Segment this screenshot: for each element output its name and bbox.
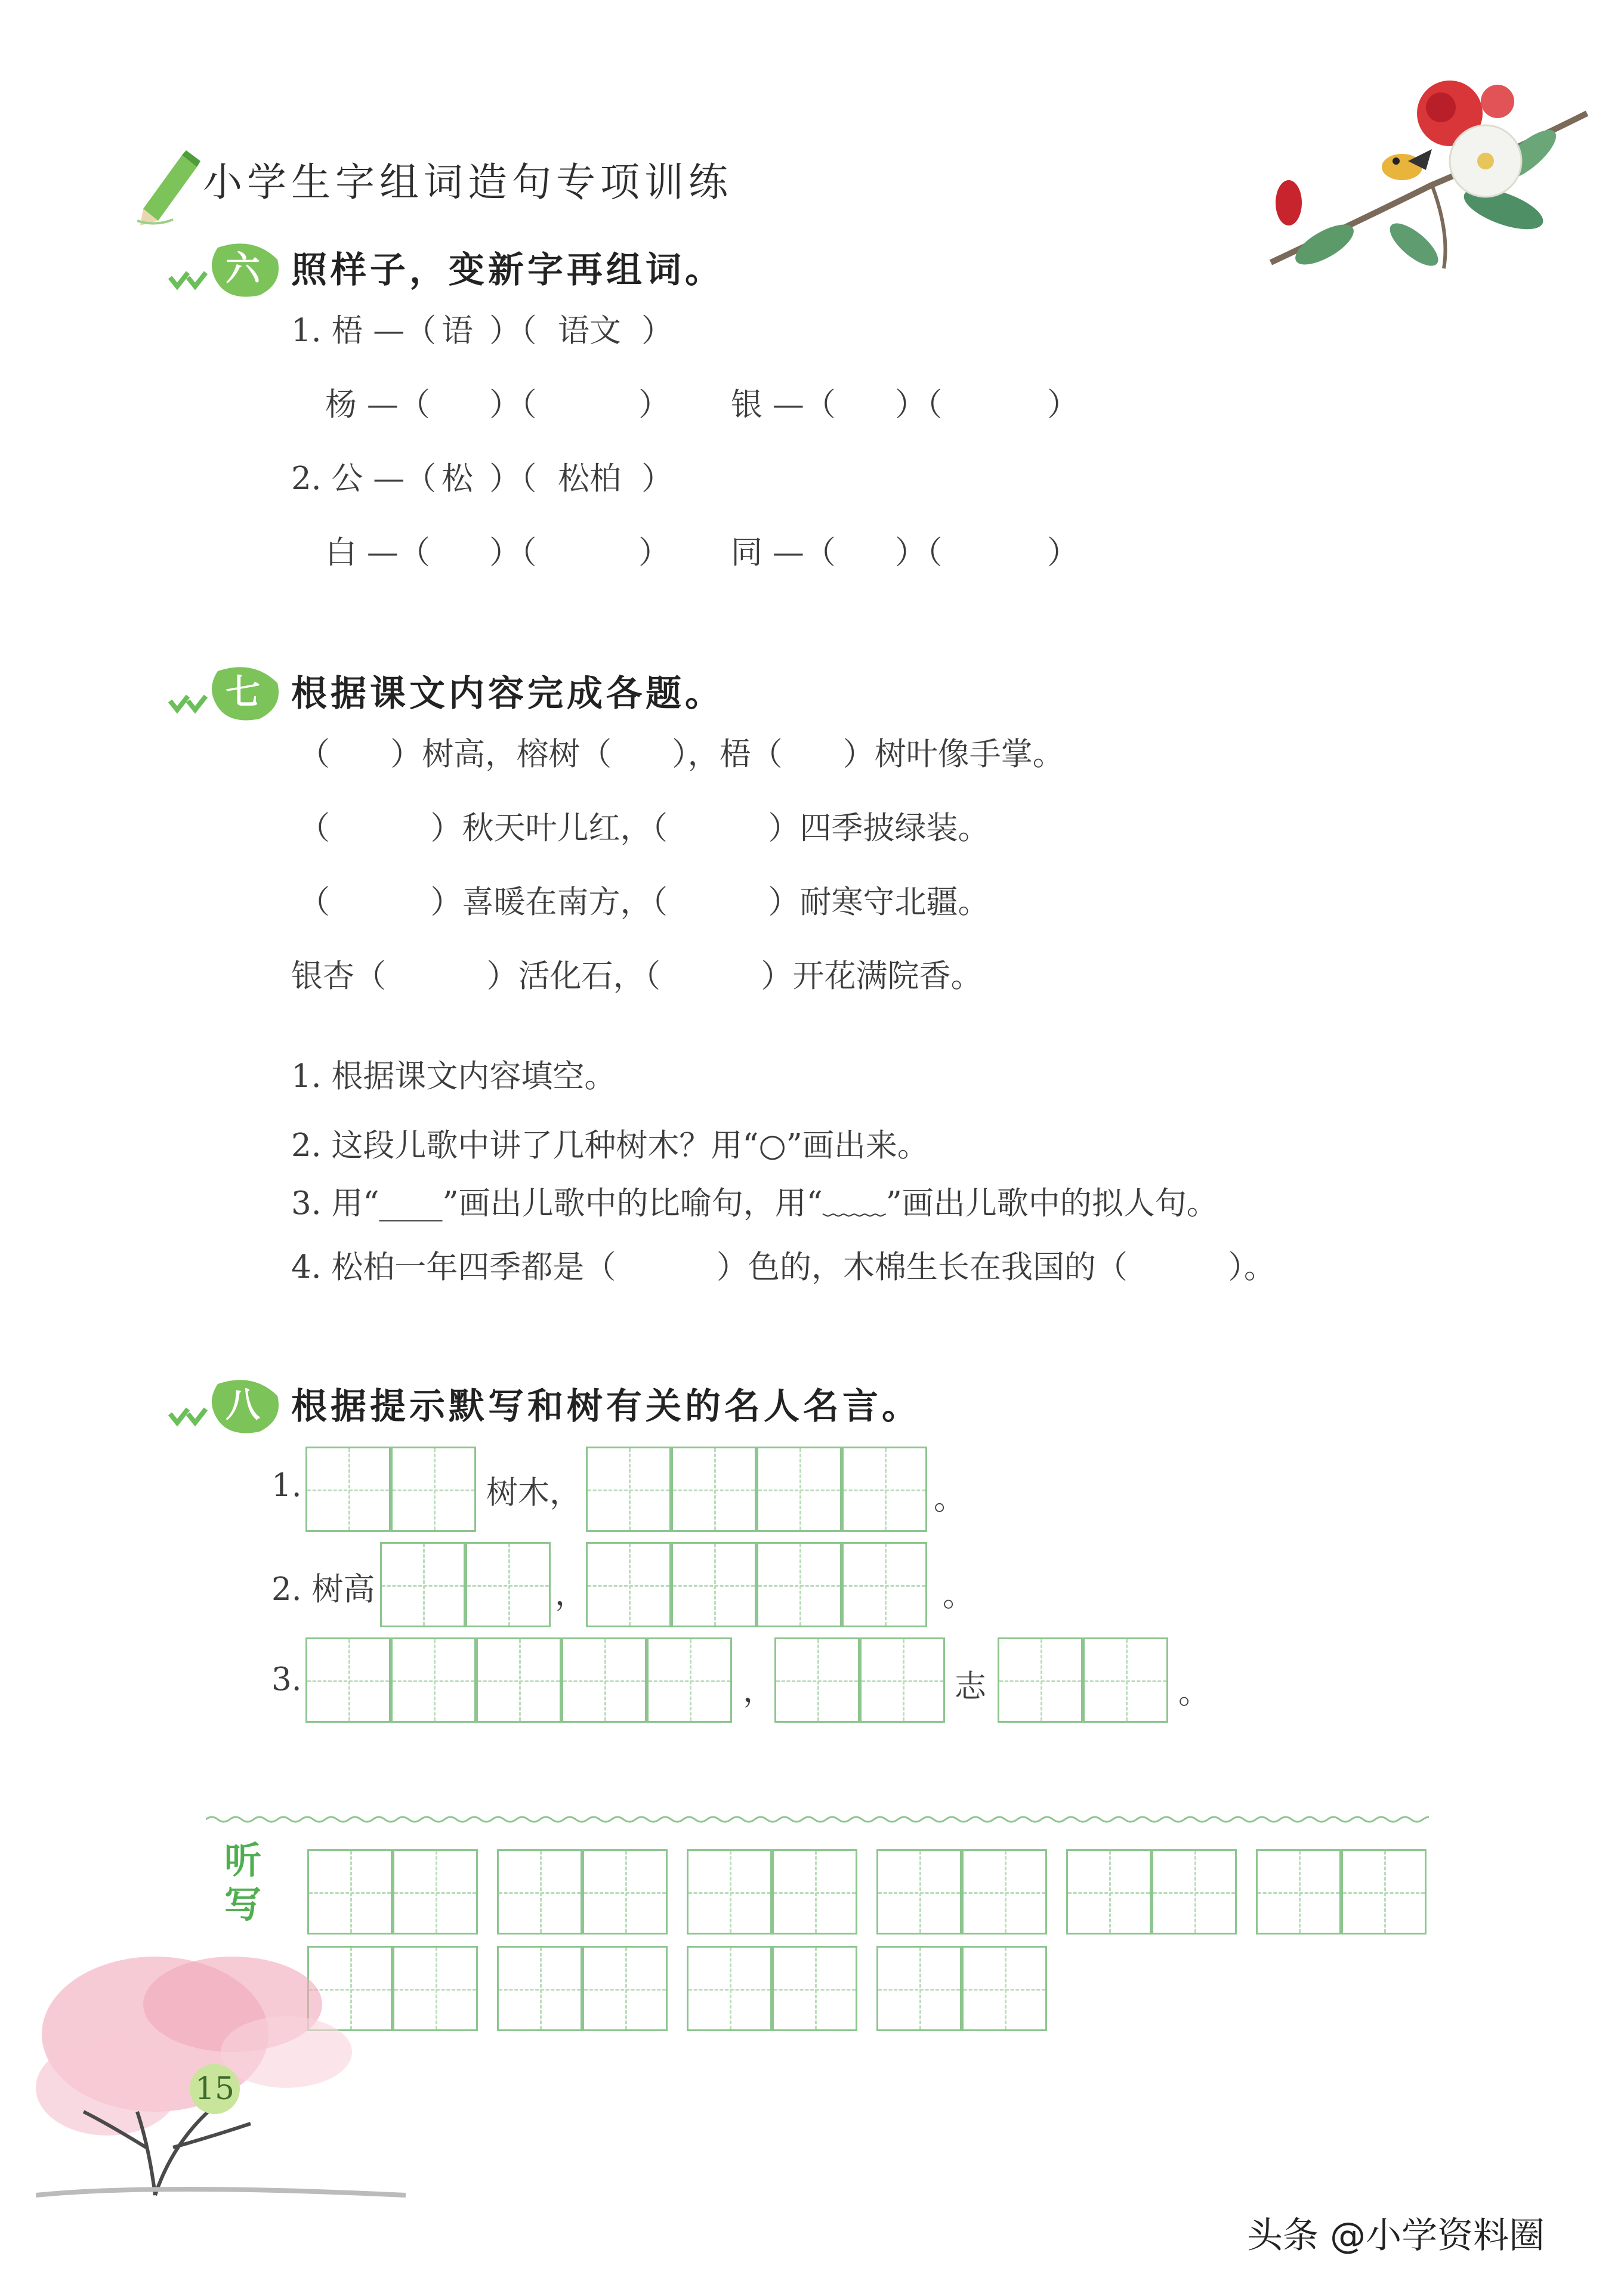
watermark: 头条 @小学资料圈 <box>1247 2215 1545 2257</box>
dictation-label: 听写 <box>224 1838 261 1926</box>
section-7-title: 根据课文内容完成各题。 <box>291 673 724 715</box>
s6-q1-char: 语 <box>441 313 473 349</box>
s6-row2-b3: ） <box>1047 534 1079 571</box>
section-8-number: 八 <box>225 1385 260 1425</box>
dictation-cell[interactable] <box>876 1946 962 2031</box>
poem-line-3: （ ）喜暖在南方，（ ）耐寒守北疆。 <box>298 884 990 920</box>
writing-cell[interactable] <box>305 1637 391 1723</box>
writing-cell[interactable] <box>586 1542 671 1627</box>
header-title: 小学生字组词造句专项训练 <box>203 159 733 205</box>
s6-q2-char: 松 <box>441 461 473 497</box>
writing-cell[interactable] <box>842 1447 927 1532</box>
dictation-cell[interactable] <box>1151 1849 1237 1935</box>
poem-line-1: （ ）树高，榕树（ ），梧（ ）树叶像手掌。 <box>298 736 1064 772</box>
writing-cell[interactable] <box>391 1637 476 1723</box>
s6-row2-a: 白 —（ <box>325 534 430 571</box>
dictation-cell[interactable] <box>687 1946 772 2031</box>
s6-q1-end: ） <box>641 313 673 349</box>
writing-cell[interactable] <box>561 1637 647 1723</box>
s6-q2-word: 松柏 <box>558 461 621 497</box>
s6-q1-word: 语文 <box>558 313 621 349</box>
s6-q2-label: 2. 公 —（ <box>291 461 437 497</box>
section-7-badge <box>164 659 283 725</box>
s6-q1-mid: ）（ <box>489 313 537 349</box>
s8-l3-mid: 志 <box>955 1668 986 1705</box>
section-8-badge <box>164 1372 283 1438</box>
s6-row1-a: 杨 —（ <box>325 387 430 423</box>
dictation-cell[interactable] <box>582 1849 668 1935</box>
section-7-number: 七 <box>225 672 260 712</box>
s6-row1-b3: ） <box>1047 387 1079 423</box>
s6-row2-a3: ） <box>638 534 670 571</box>
dictation-cell[interactable] <box>307 1849 393 1935</box>
s6-row1-a2: ）（ <box>489 387 537 423</box>
s6-q2-mid: ）（ <box>489 461 537 497</box>
dictation-cell[interactable] <box>1066 1849 1151 1935</box>
page-number: 15 <box>190 2064 240 2114</box>
s7-question-1: 1. 根据课文内容填空。 <box>291 1058 616 1095</box>
dictation-cell[interactable] <box>772 1849 857 1935</box>
writing-cell[interactable] <box>1083 1637 1168 1723</box>
s6-row1-b2: ）（ <box>895 387 943 423</box>
writing-cell[interactable] <box>774 1637 860 1723</box>
poem-line-2: （ ）秋天叶儿红，（ ）四季披绿装。 <box>298 810 990 846</box>
pencil-icon <box>137 143 203 227</box>
dictation-cell[interactable] <box>876 1849 962 1935</box>
dictation-cell[interactable] <box>497 1849 582 1935</box>
dictation-cell[interactable] <box>497 1946 582 2031</box>
s8-l1-num: 1. <box>271 1467 302 1504</box>
dictation-cell[interactable] <box>1341 1849 1427 1935</box>
section-6-title: 照样子，变新字再组词。 <box>291 249 724 291</box>
dictation-cell[interactable] <box>962 1946 1047 2031</box>
poem-line-4: 银杏（ ）活化石，（ ）开花满院香。 <box>291 958 983 994</box>
writing-cell[interactable] <box>305 1447 391 1532</box>
s8-l3-comma: ， <box>743 1673 774 1709</box>
s6-row2-b: 同 —（ <box>731 534 836 571</box>
s8-l2-comma: ， <box>555 1576 586 1612</box>
writing-cell[interactable] <box>647 1637 732 1723</box>
s7-question-2: 2. 这段儿歌中讲了几种树木？用“○”画出来。 <box>291 1127 929 1164</box>
s8-l3-num: 3. <box>271 1661 302 1698</box>
writing-cell[interactable] <box>671 1447 757 1532</box>
writing-cell[interactable] <box>671 1542 757 1627</box>
dictation-cell[interactable] <box>393 1849 478 1935</box>
section-8-title: 根据提示默写和树有关的名人名言。 <box>291 1386 921 1427</box>
s6-q2-end: ） <box>641 461 673 497</box>
s8-l1-mid: 树木， <box>486 1475 581 1511</box>
writing-cell[interactable] <box>842 1542 927 1627</box>
writing-cell[interactable] <box>757 1542 842 1627</box>
s8-l2-num: 2. 树高 <box>271 1571 375 1608</box>
s6-row2-b2: ）（ <box>895 534 943 571</box>
writing-cell[interactable] <box>860 1637 945 1723</box>
wavy-divider <box>206 1813 1429 1825</box>
s6-row2-a2: ）（ <box>489 534 537 571</box>
section-6-badge <box>164 236 283 301</box>
writing-cell[interactable] <box>391 1447 476 1532</box>
dictation-cell[interactable] <box>962 1849 1047 1935</box>
dictation-cell[interactable] <box>582 1946 668 2031</box>
s6-q1-label: 1. 梧 —（ <box>291 313 437 349</box>
s6-row1-b: 银 —（ <box>731 387 836 423</box>
writing-cell[interactable] <box>586 1447 671 1532</box>
s6-row1-a3: ） <box>638 387 670 423</box>
flower-bird-illustration <box>1253 66 1611 292</box>
dictation-cell[interactable] <box>772 1946 857 2031</box>
writing-cell[interactable] <box>380 1542 465 1627</box>
writing-cell[interactable] <box>998 1637 1083 1723</box>
dictation-cell[interactable] <box>687 1849 772 1935</box>
s8-l2-end: 。 <box>943 1577 974 1614</box>
section-6-number: 六 <box>225 248 260 289</box>
dictation-cell[interactable] <box>1256 1849 1341 1935</box>
s8-l1-end: 。 <box>934 1481 965 1517</box>
s7-question-4: 4. 松柏一年四季都是（ ）色的，木棉生长在我国的（ ）。 <box>291 1249 1276 1285</box>
s7-question-3: 3. 用“____”画出儿歌中的比喻句，用“﹏﹏”画出儿歌中的拟人句。 <box>291 1185 1218 1222</box>
writing-cell[interactable] <box>476 1637 561 1723</box>
writing-cell[interactable] <box>465 1542 551 1627</box>
writing-cell[interactable] <box>757 1447 842 1532</box>
s8-l3-end: 。 <box>1178 1674 1210 1711</box>
